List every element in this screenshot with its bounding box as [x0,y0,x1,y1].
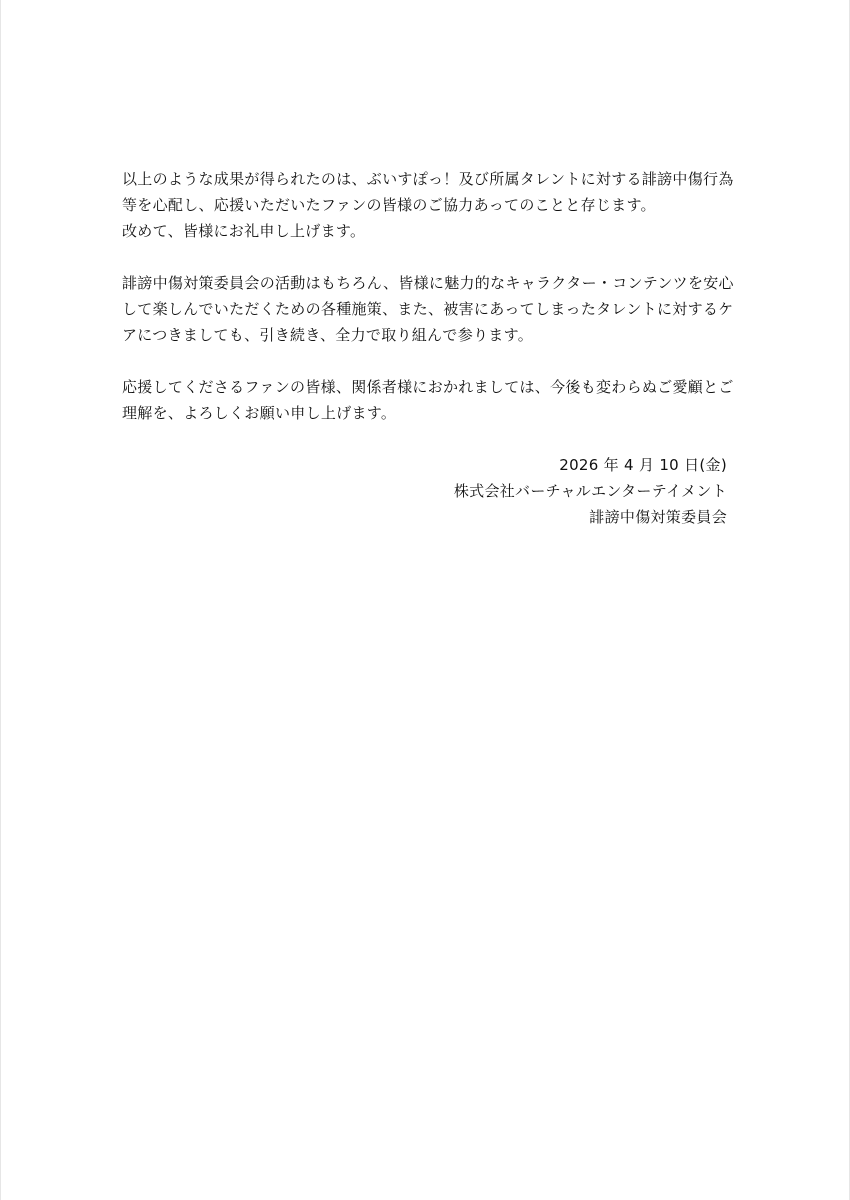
paragraph-closing [122,374,737,426]
paragraph-line: 改めて、皆様にお礼申し上げます。 [122,222,366,240]
paragraph-line: 等を心配し、応援いただいたファンの皆様のご協力あってのことと存じます。 [122,196,656,214]
paragraph-line: 以上のような成果が得られたのは、ぶいすぽっ！及び所属タレントに対する誹謗中傷行為 [122,170,734,188]
paragraph-gratitude [122,166,737,244]
signature-company: 株式会社バーチャルエンターテイメント [453,482,727,500]
signature-date: 2026 年 4 月 10 日(金) [559,456,727,474]
signature-block [454,452,727,530]
paragraph-line: 応援してくださるファンの皆様、関係者様におかれましては、今後も変わらぬご愛顧とご [122,378,734,396]
paragraph-line: 誹謗中傷対策委員会の活動はもちろん、皆様に魅力的なキャラクター・コンテンツを安心 [122,274,734,292]
signature-committee: 誹謗中傷対策委員会 [589,508,727,526]
paragraph-line: して楽しんでいただくための各種施策、また、被害にあってしまったタレントに対するケ [122,300,734,318]
document-body [122,166,737,452]
paragraph-line: アにつきましても、引き続き、全力で取り組んで参ります。 [122,326,534,344]
paragraph-committee-activities [122,270,737,348]
paragraph-line: 理解を、よろしくお願い申し上げます。 [122,404,397,422]
